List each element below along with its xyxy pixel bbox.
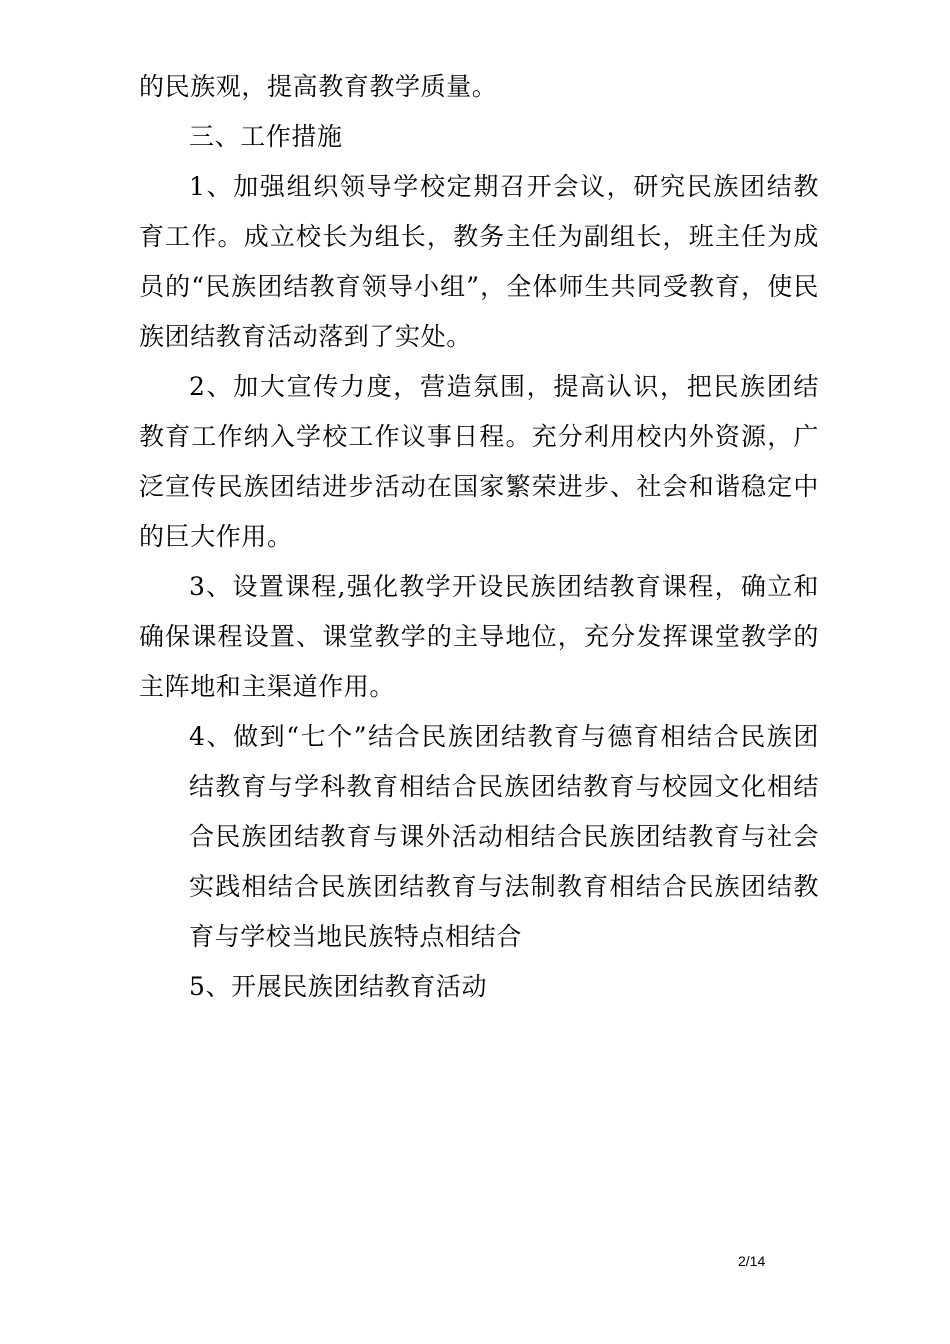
paragraph-measure-4: 4、做到“七个”结合民族团结教育与德育相结合民族团结教育与学科教育相结合民族团结教育与校园文化相结合民族团结教育与课外活动相结合民族团结教育与社会实践相结合民族团结教育与法制教育相结合民族团结教育与学校当地民族特点相结合: [189, 722, 819, 951]
paragraph-measure-1: 1、加强组织领导学校定期召开会议，研究民族团结教育工作。成立校长为组长，教务主任为副组长，班主任为成员的“民族团结教育领导小组”，全体师生共同受教育，使民族团结教育活动落到了实处。: [139, 172, 819, 351]
section-heading-work-measures: 三、工作措施: [189, 122, 343, 151]
paragraph-measure-3: 3、设置课程,强化教学开设民族团结教育课程，确立和确保课程设置、课堂教学的主导地位，充分发挥课堂教学的主阵地和主渠道作用。: [139, 572, 819, 701]
page-number: 2/14: [738, 1253, 766, 1269]
document-body: [139, 62, 819, 1012]
paragraph-continuation: 的民族观，提高教育教学质量。: [139, 72, 498, 101]
paragraph-measure-2: 2、加大宣传力度，营造氛围，提高认识，把民族团结教育工作纳入学校工作议事日程。充分利用校内外资源，广泛宣传民族团结进步活动在国家繁荣进步、社会和谐稳定中的巨大作用。: [139, 372, 819, 551]
paragraph-measure-5: 5、开展民族团结教育活动: [189, 972, 488, 1001]
